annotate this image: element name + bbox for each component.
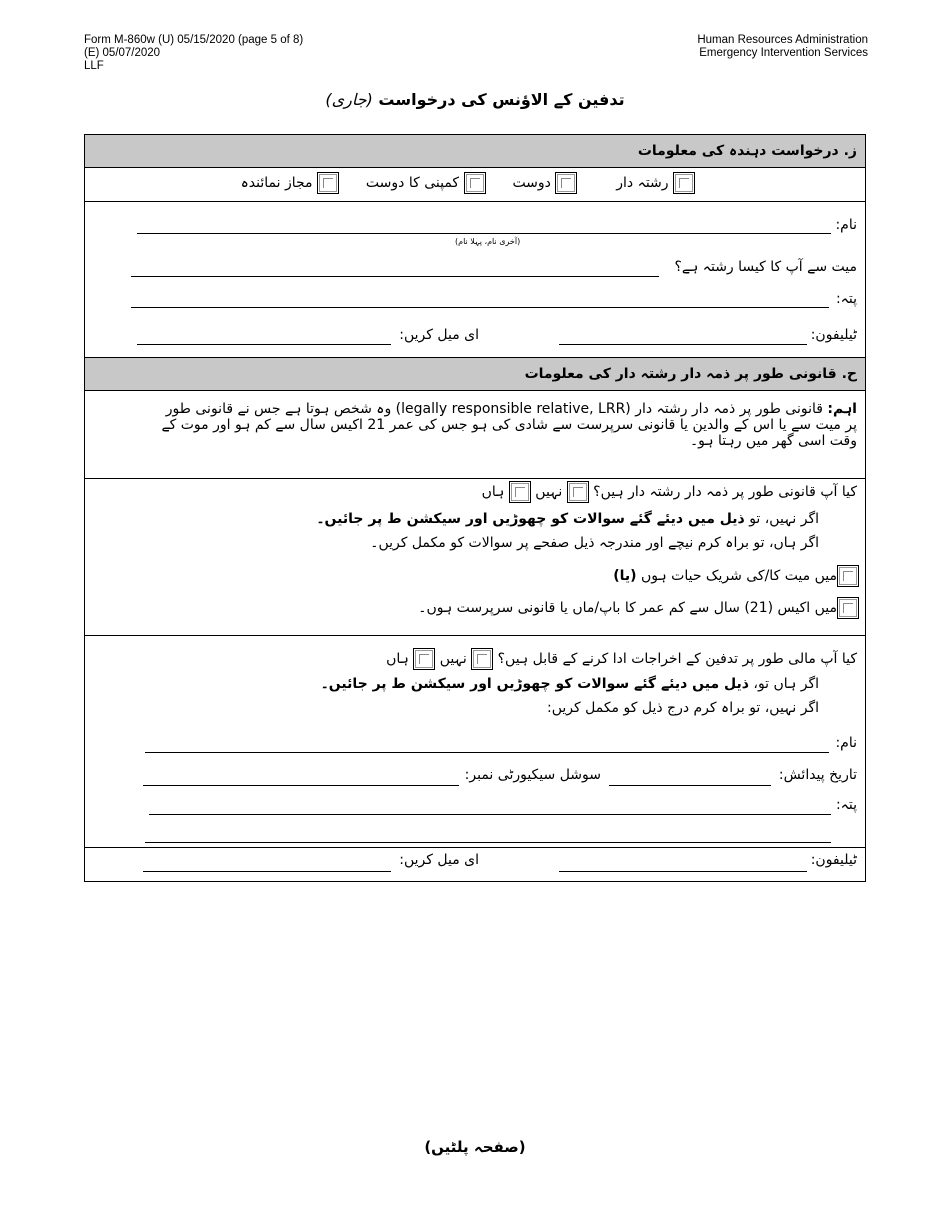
agency-name: Human Resources Administration: [697, 34, 868, 46]
financial-no-label: نہیں: [439, 651, 467, 667]
authorized-rep-checkbox[interactable]: [317, 172, 339, 194]
relation-options-row: [241, 172, 695, 194]
lrr-email-field[interactable]: [143, 871, 391, 872]
applicant-name-field[interactable]: [137, 233, 831, 234]
parent-label: میں اکیس (21) سال سے کم عمر کا باپ/ماں یا قانونی سرپرست ہوں۔: [418, 600, 837, 616]
lrr-note: [87, 401, 857, 449]
divider: [85, 847, 865, 848]
applicant-address-field[interactable]: [131, 307, 829, 308]
page-title-continued: (جاری): [325, 90, 373, 109]
lrr-name-field[interactable]: [145, 752, 829, 753]
section-z-heading: [85, 135, 865, 168]
lrr-yes-label: ہاں: [481, 484, 505, 500]
agency-header: [697, 34, 868, 60]
section-h-heading-text: ح. قانونی طور پر ذمہ دار رشتہ دار کی معلومات: [524, 366, 857, 382]
spouse-checkbox[interactable]: [837, 565, 859, 587]
lrr-ssn-field[interactable]: [143, 785, 459, 786]
form-id-header: [84, 34, 303, 73]
spouse-or: (یا): [613, 568, 637, 584]
page-title-main: تدفین کے الاؤنس کی درخواست: [378, 90, 625, 109]
friend-checkbox[interactable]: [555, 172, 577, 194]
financial-if-yes: اگر ہاں تو، ذیل میں دیئے گئے سوالات کو چھوڑیں اور سیکشن ط پر جائیں۔: [320, 676, 819, 692]
financial-question: کیا آپ مالی طور پر تدفین کے اخراجات ادا کرنے کے قابل ہیں؟: [497, 651, 857, 667]
applicant-phone-field[interactable]: [559, 344, 807, 345]
applicant-address-label: پتہ:: [835, 291, 857, 307]
relationship-label: میت سے آپ کا کیسا رشتہ ہے؟: [674, 259, 857, 275]
divider: [85, 201, 865, 202]
form-number: Form M-860w (U) 05/15/2020 (page 5 of 8): [84, 34, 304, 46]
financial-yes-checkbox[interactable]: [413, 648, 435, 670]
spouse-row: [613, 565, 859, 587]
financial-question-row: [386, 648, 857, 670]
lrr-dob-label: تاریخ پیدائش:: [778, 767, 857, 783]
financial-yes-label: ہاں: [386, 651, 409, 667]
financial-if-no: اگر نہیں، تو براہ کرم درج ذیل کو مکمل کریں:: [547, 700, 819, 716]
parent-row: [418, 597, 859, 619]
form-edition: (E) 05/07/2020: [84, 47, 161, 59]
turn-page-note: (صفحہ پلٹیں): [424, 1138, 526, 1156]
lrr-if-no: اگر نہیں، تو ذیل میں دیئے گئے سوالات کو چھوڑیں اور سیکشن ط پر جائیں۔: [316, 511, 819, 527]
lrr-address-label: پتہ:: [835, 797, 857, 813]
lrr-name-label: نام:: [835, 735, 857, 751]
name-hint: (آخری نام، پہلا نام): [455, 237, 521, 246]
lrr-address-field-2[interactable]: [145, 842, 831, 843]
section-h-heading: [85, 357, 865, 391]
lrr-no-checkbox[interactable]: [567, 481, 589, 503]
relative-label: رشتہ دار: [616, 175, 669, 191]
lrr-yes-checkbox[interactable]: [509, 481, 531, 503]
applicant-email-field[interactable]: [137, 344, 391, 345]
lrr-no-label: نہیں: [535, 484, 563, 500]
note-bold: اہم:: [827, 401, 857, 417]
financial-no-checkbox[interactable]: [471, 648, 493, 670]
company-friend-label: کمپنی کا دوست: [365, 175, 460, 191]
section-z-heading-text: ز. درخواست دہندہ کی معلومات: [637, 143, 857, 159]
lrr-phone-label: ٹیلیفون:: [810, 852, 857, 868]
friend-label: دوست: [512, 175, 551, 191]
agency-division: Emergency Intervention Services: [699, 47, 868, 59]
company-friend-checkbox[interactable]: [464, 172, 486, 194]
note-line-3: وقت اسی گھر میں رہتا ہو۔: [689, 433, 857, 449]
applicant-email-label: ای میل کریں:: [399, 327, 479, 343]
page-title: [0, 90, 950, 109]
lrr-question-row: [482, 481, 857, 503]
applicant-name-label: نام:: [835, 217, 857, 233]
parent-checkbox[interactable]: [837, 597, 859, 619]
applicant-phone-label: ٹیلیفون:: [810, 327, 857, 343]
form-code: LLF: [84, 60, 104, 72]
lrr-question: کیا آپ قانونی طور پر ذمہ دار رشتہ دار ہیں؟: [593, 484, 857, 500]
form-frame: [84, 134, 866, 882]
note-line-1: قانونی طور پر ذمہ دار رشتہ دار (legally responsible relative, LRR) وہ شخص ہوتا ہے جس نے قانونی طور: [165, 401, 823, 417]
lrr-address-field[interactable]: [149, 814, 831, 815]
divider: [85, 635, 865, 636]
note-line-2: پر میت سے یا اس کے والدین یا قانونی سرپرست سے شادی کی ہو جس کی عمر 21 اکیس سال سے کم ہو اور موت کے: [161, 417, 857, 433]
lrr-email-label: ای میل کریں:: [399, 852, 479, 868]
lrr-if-yes: اگر ہاں، تو براہ کرم نیچے اور مندرجہ ذیل صفحے پر سوالات کو مکمل کریں۔: [370, 535, 819, 551]
lrr-phone-field[interactable]: [559, 871, 807, 872]
lrr-dob-field[interactable]: [609, 785, 771, 786]
relative-checkbox[interactable]: [673, 172, 695, 194]
relationship-field[interactable]: [131, 276, 659, 277]
divider: [85, 478, 865, 479]
authorized-rep-label: مجاز نمائندہ: [240, 175, 313, 191]
lrr-ssn-label: سوشل سیکیورٹی نمبر:: [464, 767, 601, 783]
spouse-label: میں میت کا/کی شریک حیات ہوں: [640, 568, 837, 584]
